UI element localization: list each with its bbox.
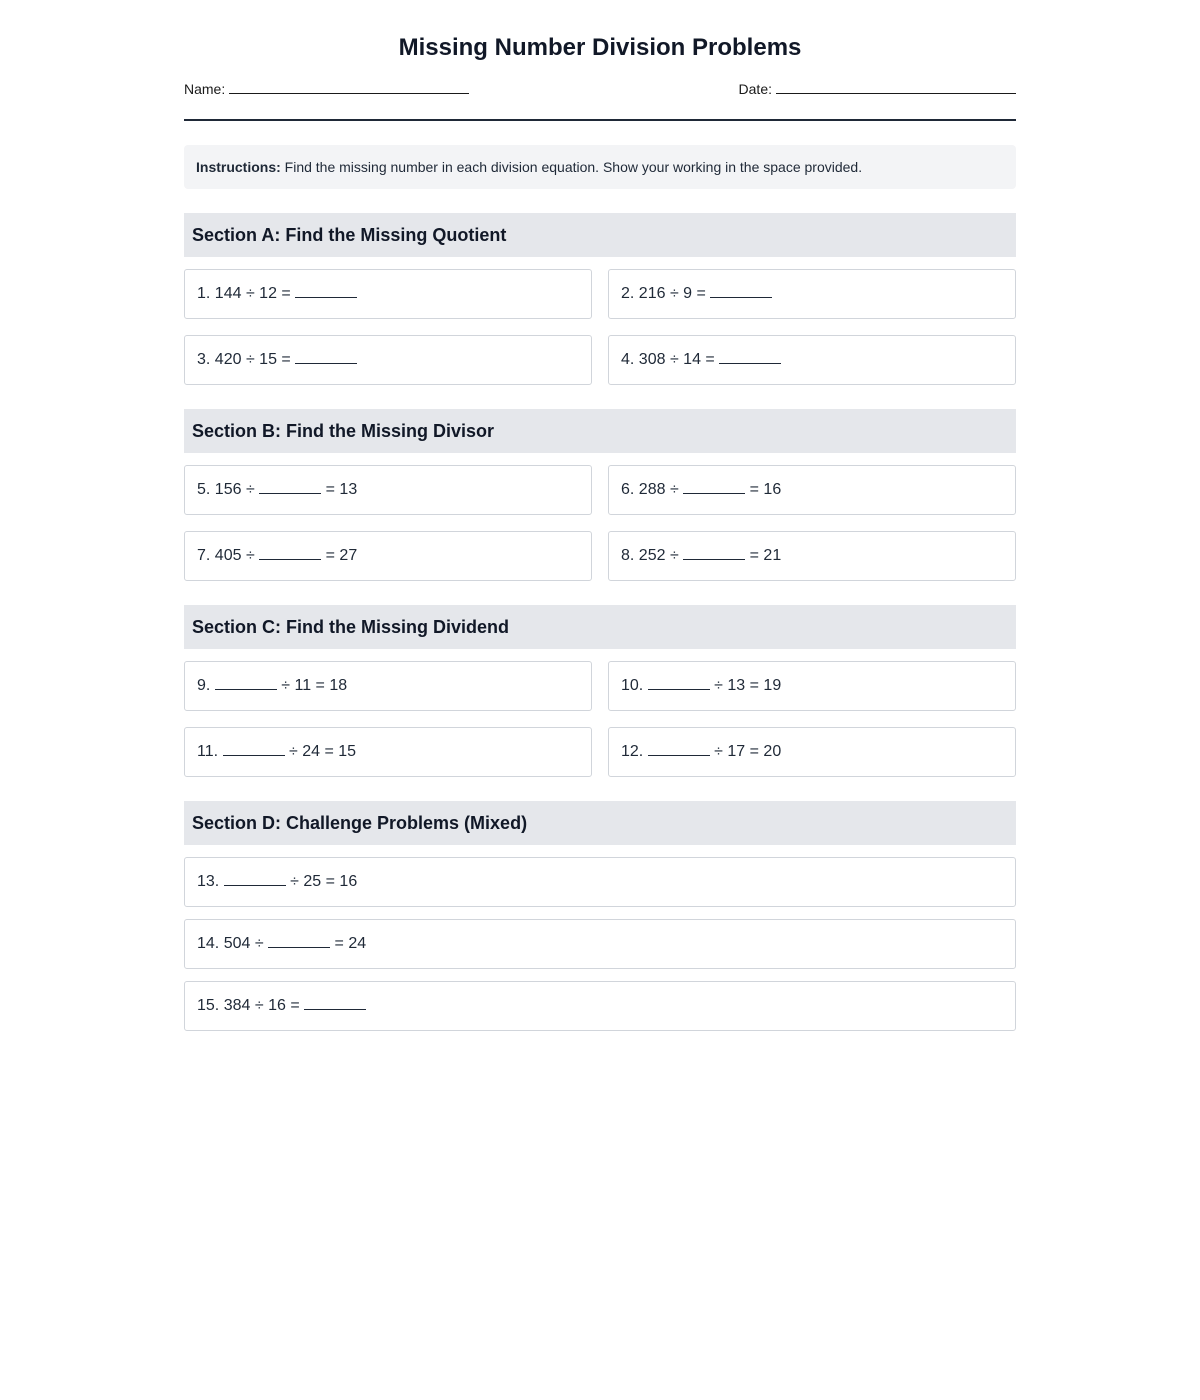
date-line[interactable] bbox=[776, 79, 1016, 94]
problem-number: 11. bbox=[197, 743, 219, 760]
section-b-title: Section B: Find the Missing Divisor bbox=[184, 409, 1016, 453]
answer-blank[interactable] bbox=[215, 673, 277, 690]
section-a-problems bbox=[184, 269, 1016, 385]
header-fields bbox=[184, 79, 1016, 121]
problem-number: 5. bbox=[197, 481, 211, 498]
name-label: Name: bbox=[184, 81, 226, 97]
answer-blank[interactable] bbox=[223, 739, 285, 756]
problem-after: = 27 bbox=[325, 547, 358, 564]
problem-before: 504 ÷ bbox=[223, 935, 264, 952]
problem-number: 4. bbox=[621, 351, 635, 368]
problem-11 bbox=[184, 727, 592, 777]
problem-after: ÷ 13 = 19 bbox=[714, 677, 782, 694]
problem-after: ÷ 24 = 15 bbox=[288, 743, 357, 760]
problem-before: 384 ÷ 16 = bbox=[223, 997, 300, 1014]
section-d-title: Section D: Challenge Problems (Mixed) bbox=[184, 801, 1016, 845]
section-b-problems bbox=[184, 465, 1016, 581]
problem-after: = 13 bbox=[325, 481, 358, 498]
problem-1 bbox=[184, 269, 592, 319]
problem-before: 308 ÷ 14 = bbox=[638, 351, 715, 368]
answer-blank[interactable] bbox=[683, 543, 745, 560]
instructions-label: Instructions: bbox=[196, 159, 281, 175]
answer-blank[interactable] bbox=[304, 993, 366, 1010]
problem-after: = 16 bbox=[749, 481, 782, 498]
problem-after: ÷ 11 = 18 bbox=[281, 677, 348, 694]
page-title: Missing Number Division Problems bbox=[398, 34, 802, 61]
worksheet-page bbox=[184, 0, 1016, 1031]
problem-after: = 24 bbox=[334, 935, 367, 952]
problem-number: 1. bbox=[197, 285, 211, 302]
problem-number: 6. bbox=[621, 481, 635, 498]
instructions-text: Find the missing number in each division equation. Show your working in the space provided. bbox=[284, 159, 863, 175]
problem-3 bbox=[184, 335, 592, 385]
name-field bbox=[184, 79, 469, 103]
date-field bbox=[739, 79, 1016, 103]
problem-6 bbox=[608, 465, 1016, 515]
problem-number: 14. bbox=[197, 935, 220, 952]
problem-5 bbox=[184, 465, 592, 515]
problem-8 bbox=[608, 531, 1016, 581]
instructions-box bbox=[184, 145, 1016, 189]
problem-number: 10. bbox=[621, 677, 644, 694]
answer-blank[interactable] bbox=[259, 477, 321, 494]
answer-blank[interactable] bbox=[259, 543, 321, 560]
problem-before: 144 ÷ 12 = bbox=[214, 285, 291, 302]
section-c-problems bbox=[184, 661, 1016, 777]
name-line[interactable] bbox=[229, 79, 469, 94]
problem-14 bbox=[184, 919, 1016, 969]
problem-before: 216 ÷ 9 = bbox=[638, 285, 706, 302]
answer-blank[interactable] bbox=[268, 931, 330, 948]
problem-before: 288 ÷ bbox=[638, 481, 679, 498]
section-a-title: Section A: Find the Missing Quotient bbox=[184, 213, 1016, 257]
problem-number: 15. bbox=[197, 997, 220, 1014]
problem-before: 405 ÷ bbox=[214, 547, 255, 564]
problem-after: = 21 bbox=[749, 547, 782, 564]
problem-12 bbox=[608, 727, 1016, 777]
problem-7 bbox=[184, 531, 592, 581]
problem-number: 3. bbox=[197, 351, 211, 368]
answer-blank[interactable] bbox=[648, 673, 710, 690]
problem-number: 13. bbox=[197, 873, 220, 890]
problem-number: 8. bbox=[621, 547, 635, 564]
problem-10 bbox=[608, 661, 1016, 711]
problem-15 bbox=[184, 981, 1016, 1031]
answer-blank[interactable] bbox=[295, 347, 357, 364]
problem-before: 156 ÷ bbox=[214, 481, 255, 498]
section-c-title: Section C: Find the Missing Dividend bbox=[184, 605, 1016, 649]
answer-blank[interactable] bbox=[710, 281, 772, 298]
problem-13 bbox=[184, 857, 1016, 907]
problem-number: 12. bbox=[621, 743, 644, 760]
date-label: Date: bbox=[738, 81, 772, 97]
section-d-problems bbox=[184, 857, 1016, 1031]
problem-number: 7. bbox=[197, 547, 211, 564]
problem-before: 420 ÷ 15 = bbox=[214, 351, 291, 368]
answer-blank[interactable] bbox=[295, 281, 357, 298]
problem-number: 2. bbox=[621, 285, 635, 302]
answer-blank[interactable] bbox=[719, 347, 781, 364]
problem-after: ÷ 25 = 16 bbox=[290, 873, 358, 890]
problem-9 bbox=[184, 661, 592, 711]
answer-blank[interactable] bbox=[683, 477, 745, 494]
problem-before: 252 ÷ bbox=[638, 547, 679, 564]
problem-2 bbox=[608, 269, 1016, 319]
problem-4 bbox=[608, 335, 1016, 385]
problem-number: 9. bbox=[197, 677, 211, 694]
problem-after: ÷ 17 = 20 bbox=[714, 743, 782, 760]
answer-blank[interactable] bbox=[224, 869, 286, 886]
answer-blank[interactable] bbox=[648, 739, 710, 756]
